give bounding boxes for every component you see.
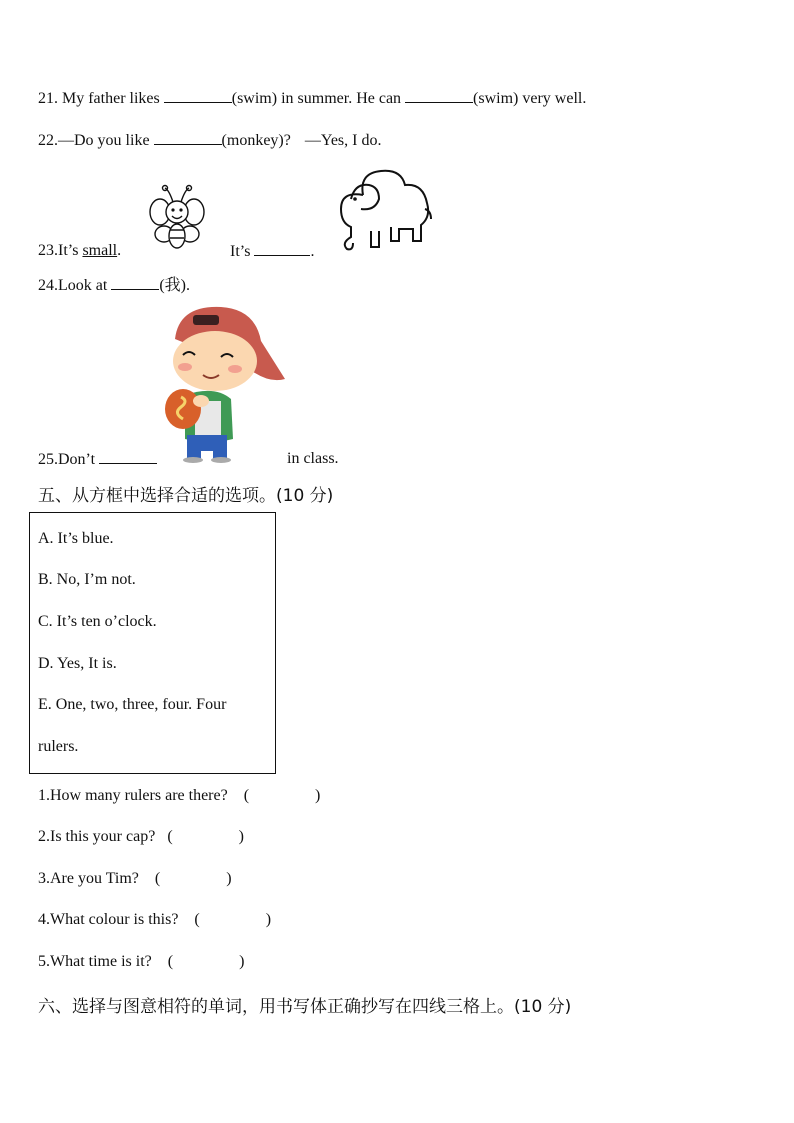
option-e: E. One, two, three, four. Four [38,696,227,713]
hint-text: (swim) in summer. He can [231,90,402,107]
answer-paren-open: ( [167,953,174,970]
answer-paren-close: ) [239,953,245,970]
answer-paren-close: ) [315,787,321,804]
answer-paren-open: ( [154,870,161,887]
section-5-title: 五、从方框中选择合适的选项。(10 分) [38,486,334,506]
question-5 [38,952,244,972]
question-text: It’s [58,242,83,259]
question-2 [38,827,244,847]
option-c: C. It’s ten o’clock. [38,613,157,630]
question-text: 5.What time is it? [38,953,152,970]
question-number: 24. [38,277,58,294]
answer-blank-2[interactable] [405,88,473,103]
question-22 [38,130,381,151]
underlined-word: small [82,242,118,259]
option-d: D. Yes, It is. [38,655,117,672]
answer-paren-open: ( [194,911,200,928]
hint-text: (swim) very well. [473,90,587,107]
answer-blank[interactable] [154,130,222,145]
answer-blank[interactable] [254,241,310,256]
answer-paren-open: ( [243,787,250,804]
answer-paren-close: ) [265,911,272,928]
answer-paren-open: ( [167,828,173,845]
question-25 [38,449,157,470]
answer-blank-1[interactable] [164,88,232,103]
question-text: Don’t [58,451,96,468]
boy-with-cap-eating [163,305,288,463]
bee-drawing [146,182,208,254]
answer-blank[interactable] [111,275,159,290]
question-24 [38,275,190,296]
answer-paren-close: ) [226,870,232,887]
section-6-title: 六、选择与图意相符的单词，用书写体正确抄写在四线三格上。(10 分) [38,997,572,1017]
question-text: It’s [230,243,251,260]
option-e-continued: rulers. [38,738,79,755]
question-23-answer [230,241,314,262]
question-1 [38,786,320,806]
hint-text: (monkey)? [221,132,291,149]
question-4 [38,910,271,930]
question-text: My father likes [62,90,160,107]
period: . [117,242,122,259]
question-text: in class. [287,450,339,467]
question-text: 1.How many rulers are there? [38,787,228,804]
question-text: —Do you like [58,132,150,149]
options-box [29,512,276,774]
question-23 [38,241,121,261]
question-number: 25. [38,451,58,468]
elephant-drawing [333,165,433,255]
option-a: A. It’s blue. [38,530,114,547]
answer-paren-close: ) [238,828,244,845]
option-b: B. No, I’m not. [38,571,136,588]
question-text: 4.What colour is this? [38,911,179,928]
question-3 [38,869,232,889]
question-number: 22. [38,132,58,149]
question-text: 3.Are you Tim? [38,870,139,887]
hint-text: (我). [159,277,190,294]
question-number: 21. [38,90,58,107]
question-text: 2.Is this your cap? [38,828,156,845]
question-21 [38,88,586,109]
question-text: Look at [58,277,108,294]
period: . [310,243,315,260]
answer-blank[interactable] [99,449,157,464]
question-25-end [287,449,339,469]
question-number: 23. [38,242,58,259]
reply-text: —Yes, I do. [304,132,382,149]
